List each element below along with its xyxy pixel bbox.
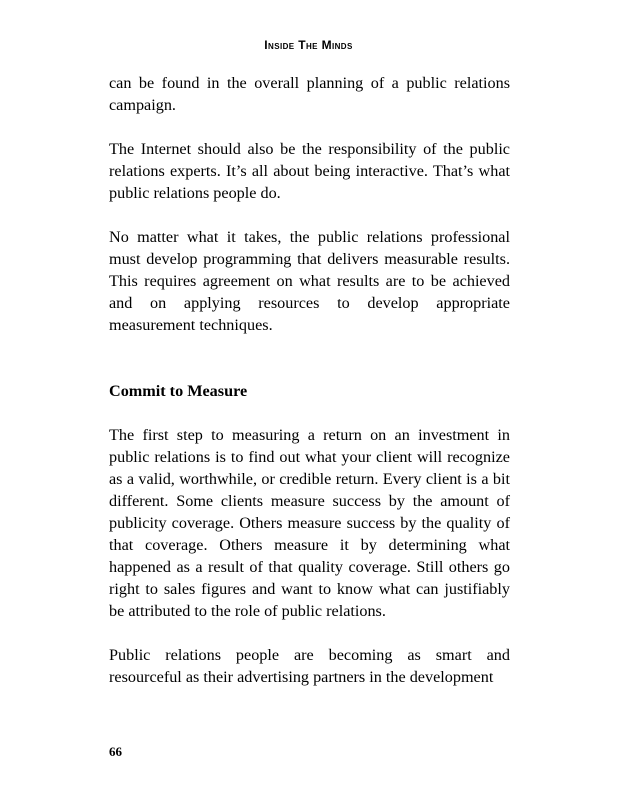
section-spacer — [109, 336, 510, 380]
paragraph-spacer — [109, 204, 510, 226]
paragraph-first-step: The first step to measuring a return on an investment in public relations is to find out what your client will recognize as a valid, worthwhile, or credible return. Every client is a bit different. Some clients measure success by the amount of publicity coverage. Others measure success by the quality of that coverage. Others measure it by determining what happened as a result of that quality coverage. Still others go right to sales figures and want to know what can justifiably be attributed to the role of public relations. — [109, 426, 510, 620]
paragraph-internet: The Internet should also be the responsibility of the public relations experts. It’s all about being interactive. That’s what public relations people do. — [109, 140, 510, 202]
page-number: 66 — [109, 744, 122, 759]
paragraph-planning: can be found in the overall planning of a public relations campaign. — [109, 74, 510, 114]
paragraph-spacer — [109, 622, 510, 644]
paragraph-advertising-partners: Public relations people are becoming as smart and resourceful as their advertising partners in the development — [109, 646, 510, 686]
running-head: Inside The Minds — [264, 38, 353, 52]
paragraph-spacer — [109, 116, 510, 138]
body-text — [109, 72, 510, 688]
section-heading: Commit to Measure — [109, 382, 248, 400]
paragraph-spacer — [109, 402, 510, 424]
paragraph-measurable-results: No matter what it takes, the public relations professional must develop programming that delivers measurable results. This requires agreement on what results are to be achieved and on applying resources to develop appropriate measurement techniques. — [109, 228, 510, 334]
